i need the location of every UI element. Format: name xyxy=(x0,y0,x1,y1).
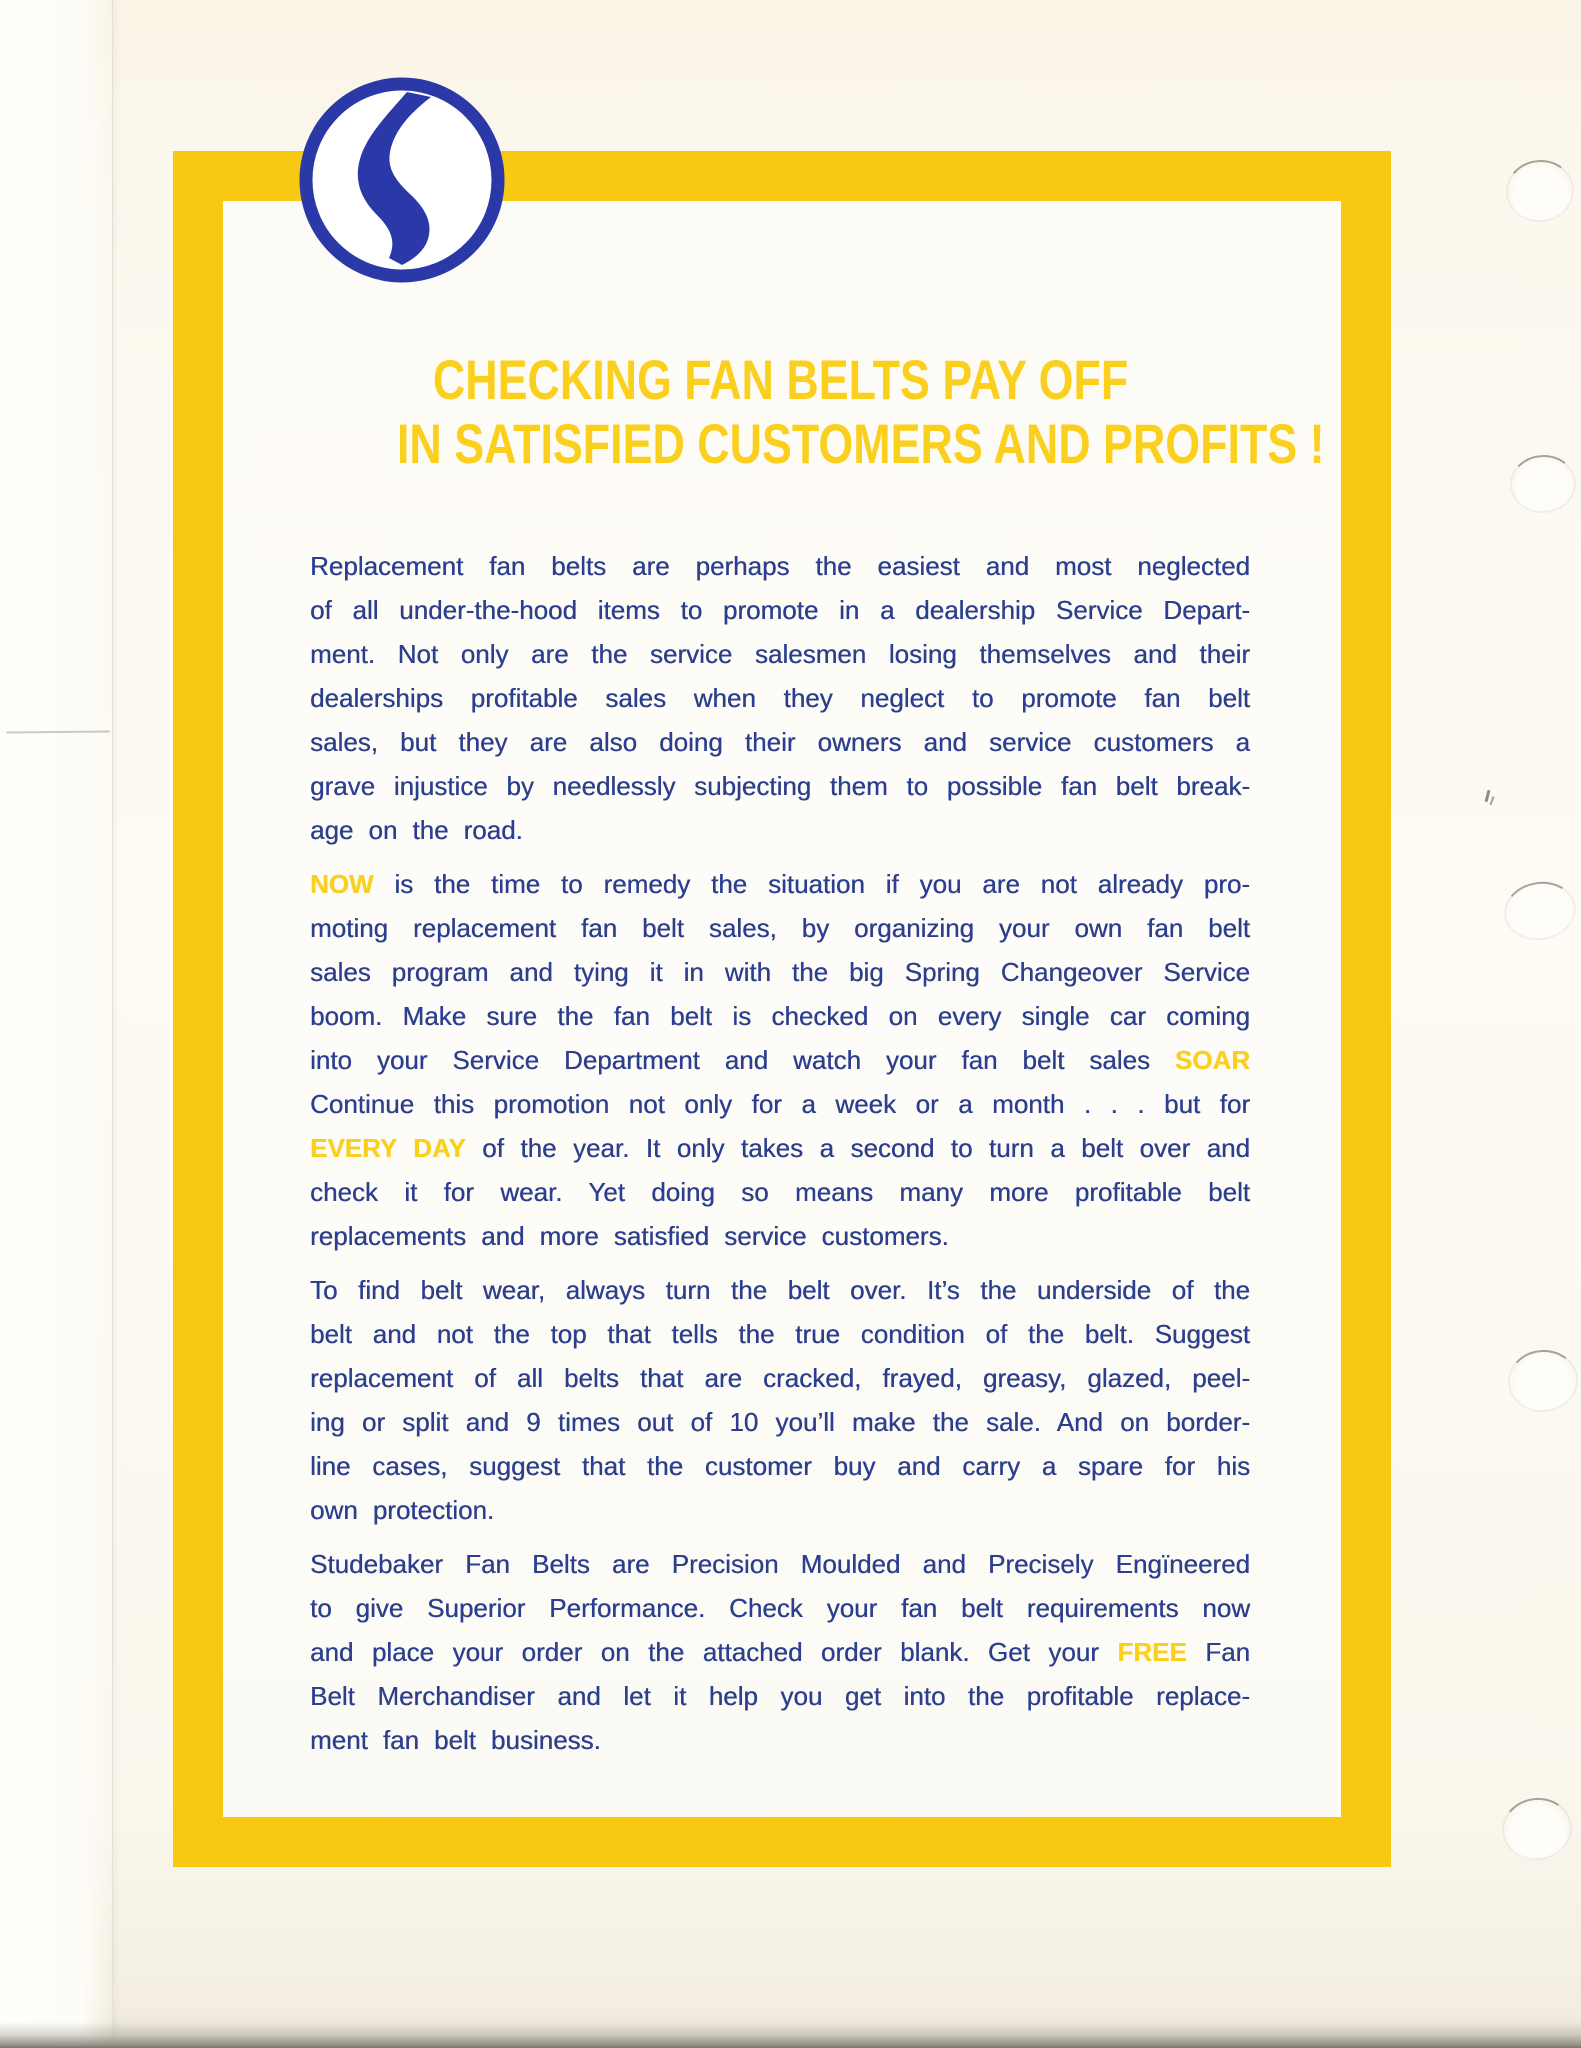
text-segment: belt and not the top that tells the true condition of the belt. Suggest xyxy=(310,1319,1250,1349)
body-copy xyxy=(310,544,1250,1772)
scanner-edge-left xyxy=(0,0,113,2048)
punch-hole xyxy=(1508,453,1578,515)
text-segment: age on the road. xyxy=(310,815,523,845)
text-line xyxy=(310,1718,1250,1762)
scanner-edge-bottom xyxy=(0,2022,1581,2048)
text-line xyxy=(310,1400,1250,1444)
punch-hole xyxy=(1505,1347,1580,1415)
text-line xyxy=(310,1488,1250,1532)
text-line xyxy=(310,1214,1250,1258)
text-segment: Fan xyxy=(1186,1637,1250,1667)
text-segment: ing or split and 9 times out of 10 you’ll make the sale. And on border- xyxy=(310,1407,1250,1437)
scan-speck xyxy=(1485,790,1491,802)
text-line xyxy=(310,1126,1250,1170)
text-segment: Continue this promotion not only for a week or a month . . . but for xyxy=(310,1089,1250,1119)
text-segment: own protection. xyxy=(310,1495,495,1525)
paragraph xyxy=(310,862,1250,1258)
text-line xyxy=(310,1542,1250,1586)
text-segment: Replacement fan belts are perhaps the easiest and most neglected xyxy=(310,551,1250,581)
punch-hole xyxy=(1500,877,1580,946)
headline xyxy=(281,348,1325,476)
headline-text-2: IN SATISFIED CUSTOMERS AND PROFITS ! xyxy=(396,412,1325,475)
text-segment: into your Service Department and watch your fan belt sales xyxy=(310,1045,1175,1075)
text-line xyxy=(310,764,1250,808)
highlight-text: EVERY DAY xyxy=(310,1133,466,1163)
text-segment: sales, but they are also doing their owners and service customers a xyxy=(310,727,1250,757)
text-line xyxy=(310,588,1250,632)
text-line xyxy=(310,1170,1250,1214)
highlight-text: FREE xyxy=(1117,1637,1187,1667)
text-segment: line cases, suggest that the customer buy and carry a spare for his xyxy=(310,1451,1250,1481)
text-segment: Belt Merchandiser and let it help you get into the profitable replace- xyxy=(310,1681,1250,1711)
text-line xyxy=(310,1356,1250,1400)
text-segment: sales program and tying it in with the big Spring Changeover Service xyxy=(310,957,1250,987)
headline-line-2 xyxy=(281,412,1325,476)
text-segment: ment. Not only are the service salesmen losing themselves and their xyxy=(310,639,1250,669)
text-segment: replacement of all belts that are cracked, frayed, greasy, glazed, peel- xyxy=(310,1363,1250,1393)
text-line xyxy=(310,1586,1250,1630)
text-segment: boom. Make sure the fan belt is checked on every single car coming xyxy=(310,1001,1250,1031)
paragraph xyxy=(310,544,1250,852)
highlight-text: NOW xyxy=(310,869,374,899)
paragraph xyxy=(310,1268,1250,1532)
text-line xyxy=(310,1312,1250,1356)
text-line xyxy=(310,676,1250,720)
text-line xyxy=(310,720,1250,764)
text-segment: of the year. It only takes a second to turn a belt over and xyxy=(465,1133,1250,1163)
headline-text-1: CHECKING FAN BELTS PAY OFF xyxy=(433,348,1129,411)
paragraph xyxy=(310,1542,1250,1762)
punch-hole xyxy=(1502,156,1577,226)
text-line xyxy=(310,1268,1250,1312)
text-segment: replacements and more satisfied service customers. xyxy=(310,1221,949,1251)
text-segment: to give Superior Performance. Check your fan belt requirements now xyxy=(310,1593,1250,1623)
studebaker-s-icon xyxy=(292,70,512,290)
text-line xyxy=(310,906,1250,950)
headline-line-1 xyxy=(281,348,1281,412)
text-line xyxy=(310,544,1250,588)
text-line xyxy=(310,1082,1250,1126)
text-line xyxy=(310,808,1250,852)
text-segment: moting replacement fan belt sales, by organizing your own fan belt xyxy=(310,913,1250,943)
text-line xyxy=(310,632,1250,676)
text-segment: check it for wear. Yet doing so means many more profitable belt xyxy=(310,1177,1250,1207)
text-line xyxy=(310,1444,1250,1488)
text-line xyxy=(310,1038,1250,1082)
text-line xyxy=(310,994,1250,1038)
text-line xyxy=(310,1674,1250,1718)
text-segment: ment fan belt business. xyxy=(310,1725,601,1755)
text-segment: To find belt wear, always turn the belt over. It’s the underside of the xyxy=(310,1275,1250,1305)
text-segment: of all under-the-hood items to promote in a dealership Service Depart- xyxy=(310,595,1250,625)
text-segment: grave injustice by needlessly subjecting them to possible fan belt break- xyxy=(310,771,1250,801)
text-line xyxy=(310,862,1250,906)
text-segment: and place your order on the attached order blank. Get your xyxy=(310,1637,1118,1667)
text-segment: Studebaker Fan Belts are Precision Moulded and Precisely Engïneered xyxy=(310,1549,1250,1579)
text-line xyxy=(310,950,1250,994)
text-segment: is the time to remedy the situation if you are not already pro- xyxy=(373,869,1250,899)
text-line xyxy=(310,1630,1250,1674)
punch-hole xyxy=(1498,1793,1576,1864)
highlight-text: SOAR xyxy=(1174,1045,1250,1075)
text-segment: dealerships profitable sales when they neglect to promote fan belt xyxy=(310,683,1250,713)
